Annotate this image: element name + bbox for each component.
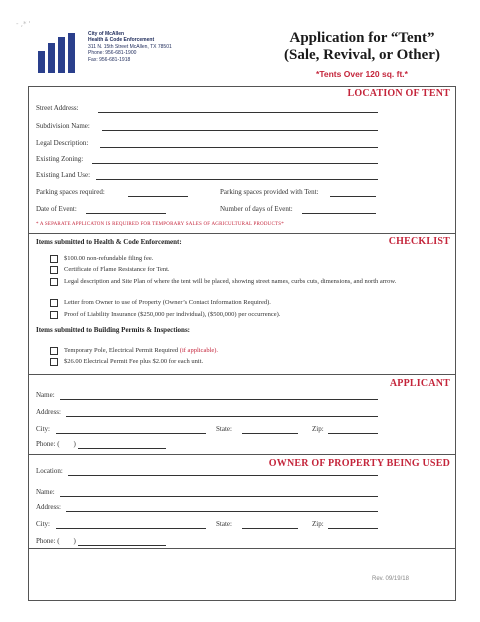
applicant-city-field[interactable] — [56, 433, 206, 434]
owner-city-field[interactable] — [56, 528, 206, 529]
section-title-location: LOCATION OF TENT — [347, 88, 450, 99]
applicant-zip-label: Zip: — [312, 425, 324, 433]
document-title-block — [272, 30, 452, 79]
owner-zip-field[interactable] — [328, 528, 378, 529]
owner-address-field[interactable] — [66, 511, 378, 512]
date-of-event-field[interactable] — [86, 213, 166, 214]
checklist-item-label: Letter from Owner to use of Property (Owner’s Contact Information Required). — [64, 299, 271, 306]
applicant-state-field[interactable] — [242, 433, 298, 434]
org-fax: Fax: 956-681-1918 — [88, 56, 131, 63]
if-applicable-note: (if applicable). — [179, 347, 219, 354]
scan-mark: - ,* ' — [16, 20, 31, 28]
legal-description-label: Legal Description: — [36, 139, 89, 147]
section-title-applicant: APPLICANT — [389, 378, 450, 389]
applicant-zip-field[interactable] — [328, 433, 378, 434]
section-title-owner: OWNER OF PROPERTY BEING USED — [268, 458, 450, 469]
checkbox[interactable] — [50, 266, 58, 274]
org-contact-block — [88, 31, 172, 63]
checklist-item-electrical-permit — [50, 347, 436, 356]
checklist-item-insurance — [50, 311, 436, 320]
owner-zip-label: Zip: — [312, 520, 324, 528]
checklist-item-label: Proof of Liability Insurance ($250,000 per individual), ($500,000) per occurrence). — [64, 311, 281, 318]
owner-phone-label: Phone: ( ) — [36, 537, 76, 545]
checklist-item-label: Certificate of Flame Resistance for Tent. — [64, 266, 170, 273]
applicant-address-label: Address: — [36, 408, 61, 416]
applicant-name-label: Name: — [36, 391, 55, 399]
revision-date: Rev. 09/19/18 — [372, 576, 409, 582]
checklist-item-owner-letter — [50, 299, 436, 308]
org-name: City of McAllen — [88, 31, 125, 37]
parking-provided-field[interactable] — [330, 196, 376, 197]
applicant-phone-field[interactable] — [78, 448, 166, 449]
org-address: 311 N. 15th Street McAllen, TX 78501 — [88, 43, 172, 50]
applicant-name-field[interactable] — [60, 399, 378, 400]
applicant-address-field[interactable] — [66, 416, 378, 417]
checkbox[interactable] — [50, 299, 58, 307]
checkbox[interactable] — [50, 255, 58, 263]
checkbox[interactable] — [50, 278, 58, 286]
days-of-event-label: Number of days of Event: — [220, 205, 293, 213]
parking-provided-label: Parking spaces provided with Tent: — [220, 188, 319, 196]
divider-checklist — [28, 374, 456, 375]
section-title-checklist: CHECKLIST — [388, 236, 450, 247]
checklist-item-filing-fee — [50, 255, 436, 264]
subdivision-field[interactable] — [102, 130, 378, 131]
owner-name-field[interactable] — [60, 496, 378, 497]
checklist-item-label: Legal description and Site Plan of where the tent will be placed, showing street names, curbs cuts, dimensions, and north arrow. — [64, 278, 397, 285]
document-subtitle: *Tents Over 120 sq. ft.* — [316, 69, 408, 79]
street-address-label: Street Address: — [36, 104, 79, 112]
owner-state-field[interactable] — [242, 528, 298, 529]
divider-owner — [28, 548, 456, 549]
applicant-city-label: City: — [36, 425, 51, 433]
checklist-item-electrical-fee — [50, 358, 436, 367]
existing-land-use-label: Existing Land Use: — [36, 171, 91, 179]
checkbox[interactable] — [50, 358, 58, 366]
owner-location-field[interactable] — [68, 475, 378, 476]
department-name: Health & Code Enforcement — [88, 37, 155, 44]
owner-name-label: Name: — [36, 488, 55, 496]
document-title-line2: (Sale, Revival, or Other) — [284, 47, 440, 63]
parking-required-label: Parking spaces required: — [36, 188, 105, 196]
parking-required-field[interactable] — [128, 196, 188, 197]
existing-zoning-field[interactable] — [92, 163, 378, 164]
subdivision-label: Subdivision Name: — [36, 122, 90, 130]
street-address-field[interactable] — [98, 112, 378, 113]
existing-land-use-field[interactable] — [96, 179, 378, 180]
building-items-heading: Items submitted to Building Permits & Inspections: — [36, 326, 191, 334]
days-of-event-field[interactable] — [302, 213, 376, 214]
owner-location-label: Location: — [36, 467, 63, 475]
checklist-item-label: $100.00 non-refundable filing fee. — [64, 255, 154, 262]
applicant-phone-label: Phone: ( ) — [36, 440, 76, 448]
city-logo — [38, 33, 78, 73]
legal-description-field[interactable] — [100, 147, 378, 148]
checklist-item-site-plan — [50, 278, 436, 287]
separate-application-note: * A SEPARATE APPLICATON IS REQUIRED FOR TEMPORARY SALES OF AGRICULTURAL PRODUCTS* — [36, 222, 284, 227]
date-of-event-label: Date of Event: — [36, 205, 77, 213]
owner-address-label: Address: — [36, 503, 61, 511]
divider-location — [28, 233, 456, 234]
checklist-item-flame-certificate — [50, 266, 436, 275]
checkbox[interactable] — [50, 347, 58, 355]
divider-applicant — [28, 454, 456, 455]
health-items-heading: Items submitted to Health & Code Enforcement: — [36, 238, 182, 246]
checkbox[interactable] — [50, 311, 58, 319]
owner-state-label: State: — [216, 520, 232, 528]
document-title: Application for “Tent” — [289, 30, 435, 46]
checklist-item-label: Temporary Pole, Electrical Permit Required — [64, 347, 179, 354]
org-phone: Phone: 956-681-1900 — [88, 50, 137, 57]
owner-phone-field[interactable] — [78, 545, 166, 546]
owner-city-label: City: — [36, 520, 51, 528]
applicant-state-label: State: — [216, 425, 232, 433]
checklist-item-label: $26.00 Electrical Permit Fee plus $2.00 for each unit. — [64, 358, 204, 365]
existing-zoning-label: Existing Zoning: — [36, 155, 84, 163]
